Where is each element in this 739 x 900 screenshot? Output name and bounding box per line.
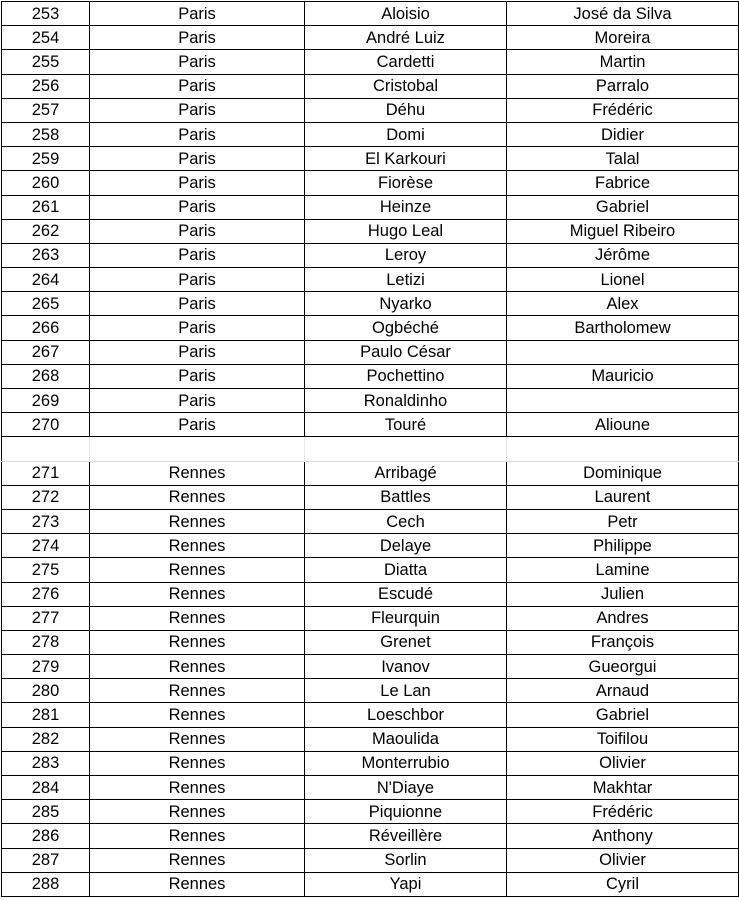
cell-city[interactable]: Paris bbox=[90, 389, 305, 413]
cell-last-name[interactable]: Touré bbox=[305, 413, 507, 437]
cell-first-name[interactable]: Mauricio bbox=[507, 364, 739, 388]
cell-last-name[interactable]: Monterrubio bbox=[305, 751, 507, 775]
cell-city[interactable]: Rennes bbox=[90, 606, 305, 630]
cell-city[interactable]: Rennes bbox=[90, 824, 305, 848]
cell-last-name[interactable]: Sorlin bbox=[305, 848, 507, 872]
cell-last-name[interactable]: Battles bbox=[305, 485, 507, 509]
cell-number[interactable]: 277 bbox=[2, 606, 90, 630]
cell-first-name[interactable] bbox=[507, 340, 739, 364]
cell-number[interactable]: 267 bbox=[2, 340, 90, 364]
cell-first-name[interactable]: Dominique bbox=[507, 461, 739, 485]
cell-last-name[interactable]: N'Diaye bbox=[305, 776, 507, 800]
cell-city[interactable]: Paris bbox=[90, 26, 305, 50]
table-row bbox=[2, 292, 739, 316]
cell-first-name[interactable]: Laurent bbox=[507, 485, 739, 509]
cell-number[interactable]: 286 bbox=[2, 824, 90, 848]
cell-first-name[interactable] bbox=[507, 389, 739, 413]
cell-first-name[interactable]: Martin bbox=[507, 50, 739, 74]
cell-city[interactable]: Rennes bbox=[90, 485, 305, 509]
cell-last-name[interactable]: Cardetti bbox=[305, 50, 507, 74]
cell-first-name[interactable]: Gabriel bbox=[507, 703, 739, 727]
table-row bbox=[2, 848, 739, 872]
cell-city[interactable]: Paris bbox=[90, 74, 305, 98]
cell-number[interactable]: 263 bbox=[2, 243, 90, 267]
cell-city[interactable]: Paris bbox=[90, 2, 305, 26]
cell-last-name[interactable]: El Karkouri bbox=[305, 147, 507, 171]
cell-first-name[interactable]: José da Silva bbox=[507, 2, 739, 26]
cell-last-name[interactable]: Delaye bbox=[305, 534, 507, 558]
cell-last-name[interactable]: Ronaldinho bbox=[305, 389, 507, 413]
cell-city[interactable]: Rennes bbox=[90, 534, 305, 558]
cell-first-name[interactable]: Alioune bbox=[507, 413, 739, 437]
table-row bbox=[2, 509, 739, 533]
cell-last-name[interactable]: André Luiz bbox=[305, 26, 507, 50]
cell-number[interactable]: 283 bbox=[2, 751, 90, 775]
table-row bbox=[2, 389, 739, 413]
cell-city[interactable]: Rennes bbox=[90, 461, 305, 485]
table-row bbox=[2, 122, 739, 146]
table-row bbox=[2, 364, 739, 388]
cell-number[interactable]: 287 bbox=[2, 848, 90, 872]
table-row bbox=[2, 50, 739, 74]
table-row bbox=[2, 558, 739, 582]
cell-last-name[interactable]: Escudé bbox=[305, 582, 507, 606]
cell-number[interactable]: 288 bbox=[2, 872, 90, 896]
cell-number[interactable]: 260 bbox=[2, 171, 90, 195]
cell-city[interactable]: Paris bbox=[90, 243, 305, 267]
cell-last-name[interactable]: Yapi bbox=[305, 872, 507, 896]
cell-last-name[interactable]: Loeschbor bbox=[305, 703, 507, 727]
table-row bbox=[2, 630, 739, 654]
table-row bbox=[2, 26, 739, 50]
cell-city[interactable]: Paris bbox=[90, 219, 305, 243]
cell-number[interactable]: 270 bbox=[2, 413, 90, 437]
cell-number[interactable]: 272 bbox=[2, 485, 90, 509]
cell-number[interactable]: 255 bbox=[2, 50, 90, 74]
cell-number[interactable]: 281 bbox=[2, 703, 90, 727]
table-row bbox=[2, 74, 739, 98]
cell-number[interactable]: 254 bbox=[2, 26, 90, 50]
cell-first-name[interactable]: Frédéric bbox=[507, 800, 739, 824]
table-row bbox=[2, 655, 739, 679]
table-row-spacer bbox=[2, 437, 739, 461]
cell-last-name[interactable]: Heinze bbox=[305, 195, 507, 219]
table-row bbox=[2, 872, 739, 896]
cell-last-name[interactable]: Cristobal bbox=[305, 74, 507, 98]
cell-number[interactable]: 256 bbox=[2, 74, 90, 98]
table-row bbox=[2, 340, 739, 364]
cell-city[interactable]: Paris bbox=[90, 50, 305, 74]
table-row bbox=[2, 727, 739, 751]
cell-number[interactable]: 284 bbox=[2, 776, 90, 800]
table-row bbox=[2, 413, 739, 437]
cell-last-name[interactable]: Ogbéché bbox=[305, 316, 507, 340]
table-row bbox=[2, 171, 739, 195]
cell-city[interactable]: Rennes bbox=[90, 509, 305, 533]
cell-city[interactable]: Paris bbox=[90, 292, 305, 316]
cell-number[interactable]: 271 bbox=[2, 461, 90, 485]
cell-last-name[interactable]: Hugo Leal bbox=[305, 219, 507, 243]
table-row bbox=[2, 485, 739, 509]
table-row bbox=[2, 824, 739, 848]
cell-last-name[interactable]: Domi bbox=[305, 122, 507, 146]
cell-city[interactable]: Rennes bbox=[90, 872, 305, 896]
table-row bbox=[2, 606, 739, 630]
cell-city[interactable]: Rennes bbox=[90, 776, 305, 800]
cell-number[interactable]: 273 bbox=[2, 509, 90, 533]
cell-number[interactable]: 253 bbox=[2, 2, 90, 26]
table-row bbox=[2, 2, 739, 26]
cell-number[interactable]: 261 bbox=[2, 195, 90, 219]
cell-number[interactable]: 274 bbox=[2, 534, 90, 558]
cell-first-name[interactable]: Lamine bbox=[507, 558, 739, 582]
table-row bbox=[2, 98, 739, 122]
cell-first-name[interactable]: Anthony bbox=[507, 824, 739, 848]
cell-last-name[interactable]: Piquionne bbox=[305, 800, 507, 824]
table-row bbox=[2, 776, 739, 800]
cell-last-name[interactable]: Aloisio bbox=[305, 2, 507, 26]
table-row bbox=[2, 751, 739, 775]
cell-last-name[interactable]: Nyarko bbox=[305, 292, 507, 316]
cell-first-name[interactable]: Julien bbox=[507, 582, 739, 606]
cell-city[interactable]: Rennes bbox=[90, 848, 305, 872]
cell-last-name[interactable]: Paulo César bbox=[305, 340, 507, 364]
cell-last-name[interactable]: Arribagé bbox=[305, 461, 507, 485]
table-body bbox=[2, 2, 739, 897]
table-row bbox=[2, 703, 739, 727]
table-row bbox=[2, 582, 739, 606]
cell-first-name[interactable]: Parralo bbox=[507, 74, 739, 98]
cell-first-name[interactable]: Moreira bbox=[507, 26, 739, 50]
player-table bbox=[1, 1, 739, 897]
cell-last-name[interactable]: Diatta bbox=[305, 558, 507, 582]
cell-last-name[interactable]: Letizi bbox=[305, 268, 507, 292]
table-row bbox=[2, 268, 739, 292]
cell-first-name[interactable]: Olivier bbox=[507, 751, 739, 775]
cell-city[interactable]: Rennes bbox=[90, 582, 305, 606]
cell-number[interactable]: 258 bbox=[2, 122, 90, 146]
cell-number[interactable]: 268 bbox=[2, 364, 90, 388]
cell-last-name[interactable]: Grenet bbox=[305, 630, 507, 654]
cell-number[interactable]: 265 bbox=[2, 292, 90, 316]
cell-number[interactable]: 262 bbox=[2, 219, 90, 243]
cell-first-name[interactable]: Fabrice bbox=[507, 171, 739, 195]
cell-number[interactable]: 264 bbox=[2, 268, 90, 292]
cell-number[interactable]: 278 bbox=[2, 630, 90, 654]
table-row bbox=[2, 219, 739, 243]
cell-city[interactable]: Paris bbox=[90, 413, 305, 437]
cell-first-name[interactable]: Talal bbox=[507, 147, 739, 171]
cell-city[interactable]: Paris bbox=[90, 316, 305, 340]
cell-first-name[interactable]: Andres bbox=[507, 606, 739, 630]
cell-city[interactable]: Rennes bbox=[90, 727, 305, 751]
cell-first-name[interactable]: Jérôme bbox=[507, 243, 739, 267]
cell-first-name[interactable]: Makhtar bbox=[507, 776, 739, 800]
cell-first-name[interactable]: Olivier bbox=[507, 848, 739, 872]
cell-last-name[interactable]: Réveillère bbox=[305, 824, 507, 848]
cell-first-name[interactable]: Miguel Ribeiro bbox=[507, 219, 739, 243]
cell-city[interactable]: Rennes bbox=[90, 558, 305, 582]
cell-first-name[interactable]: Lionel bbox=[507, 268, 739, 292]
cell-first-name[interactable]: Arnaud bbox=[507, 679, 739, 703]
cell-last-name[interactable]: Le Lan bbox=[305, 679, 507, 703]
cell-city[interactable] bbox=[90, 437, 305, 461]
table-row bbox=[2, 534, 739, 558]
cell-number[interactable]: 269 bbox=[2, 389, 90, 413]
cell-number[interactable]: 282 bbox=[2, 727, 90, 751]
table-row bbox=[2, 461, 739, 485]
cell-first-name[interactable]: Philippe bbox=[507, 534, 739, 558]
cell-last-name[interactable]: Maoulida bbox=[305, 727, 507, 751]
cell-city[interactable]: Paris bbox=[90, 268, 305, 292]
cell-number[interactable]: 259 bbox=[2, 147, 90, 171]
cell-last-name[interactable]: Leroy bbox=[305, 243, 507, 267]
cell-first-name[interactable]: Bartholomew bbox=[507, 316, 739, 340]
cell-number[interactable]: 280 bbox=[2, 679, 90, 703]
cell-last-name[interactable]: Fiorèse bbox=[305, 171, 507, 195]
cell-first-name[interactable]: Didier bbox=[507, 122, 739, 146]
table-row bbox=[2, 243, 739, 267]
cell-number[interactable]: 257 bbox=[2, 98, 90, 122]
cell-city[interactable]: Paris bbox=[90, 364, 305, 388]
cell-last-name[interactable] bbox=[305, 437, 507, 461]
cell-last-name[interactable]: Déhu bbox=[305, 98, 507, 122]
cell-number[interactable]: 275 bbox=[2, 558, 90, 582]
cell-last-name[interactable]: Fleurquin bbox=[305, 606, 507, 630]
cell-city[interactable]: Paris bbox=[90, 122, 305, 146]
cell-city[interactable]: Paris bbox=[90, 98, 305, 122]
table-row bbox=[2, 316, 739, 340]
cell-number[interactable] bbox=[2, 437, 90, 461]
cell-city[interactable]: Paris bbox=[90, 147, 305, 171]
cell-first-name[interactable]: Cyril bbox=[507, 872, 739, 896]
cell-city[interactable]: Paris bbox=[90, 340, 305, 364]
cell-first-name[interactable]: Petr bbox=[507, 509, 739, 533]
cell-first-name[interactable]: François bbox=[507, 630, 739, 654]
cell-first-name[interactable]: Alex bbox=[507, 292, 739, 316]
cell-first-name[interactable]: Toifilou bbox=[507, 727, 739, 751]
table-row bbox=[2, 195, 739, 219]
cell-city[interactable]: Rennes bbox=[90, 655, 305, 679]
cell-city[interactable]: Paris bbox=[90, 171, 305, 195]
cell-first-name[interactable]: Gueorgui bbox=[507, 655, 739, 679]
cell-number[interactable]: 266 bbox=[2, 316, 90, 340]
cell-number[interactable]: 276 bbox=[2, 582, 90, 606]
cell-city[interactable]: Rennes bbox=[90, 800, 305, 824]
cell-number[interactable]: 279 bbox=[2, 655, 90, 679]
cell-first-name[interactable] bbox=[507, 437, 739, 461]
cell-city[interactable]: Rennes bbox=[90, 630, 305, 654]
table-row bbox=[2, 679, 739, 703]
table-row bbox=[2, 147, 739, 171]
cell-last-name[interactable]: Pochettino bbox=[305, 364, 507, 388]
cell-city[interactable]: Paris bbox=[90, 195, 305, 219]
table-row bbox=[2, 800, 739, 824]
cell-city[interactable]: Rennes bbox=[90, 751, 305, 775]
cell-first-name[interactable]: Gabriel bbox=[507, 195, 739, 219]
cell-number[interactable]: 285 bbox=[2, 800, 90, 824]
cell-last-name[interactable]: Cech bbox=[305, 509, 507, 533]
cell-city[interactable]: Rennes bbox=[90, 703, 305, 727]
cell-last-name[interactable]: Ivanov bbox=[305, 655, 507, 679]
cell-city[interactable]: Rennes bbox=[90, 679, 305, 703]
cell-first-name[interactable]: Frédéric bbox=[507, 98, 739, 122]
